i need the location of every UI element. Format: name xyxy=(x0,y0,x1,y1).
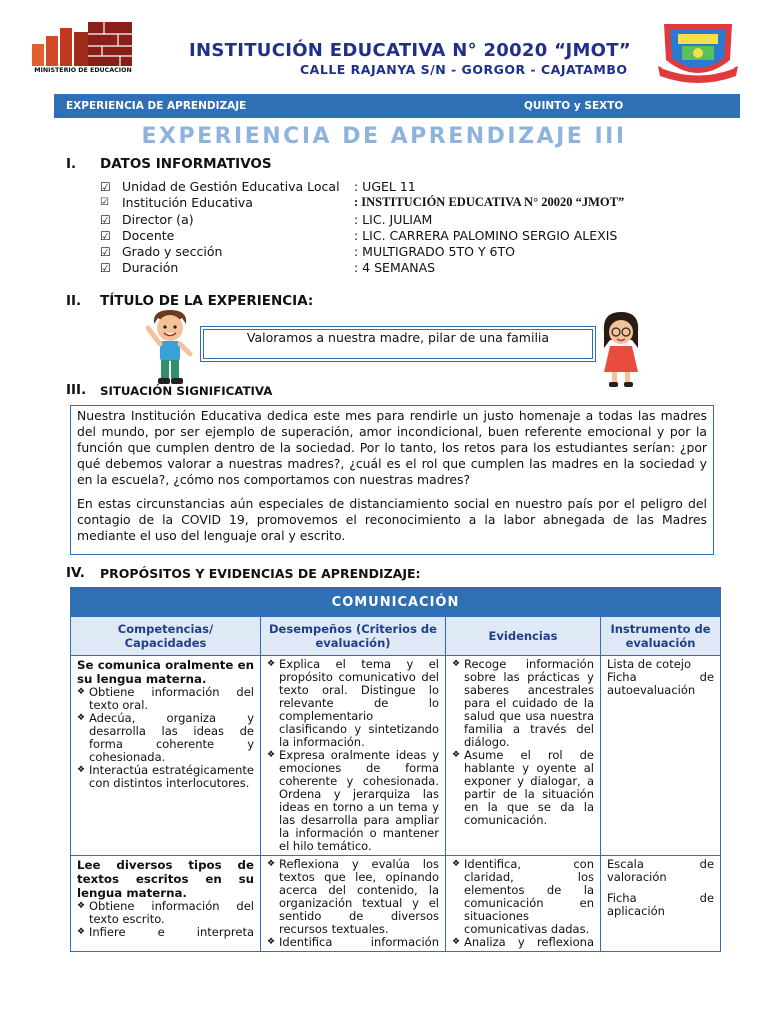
instrument-item: Lista de cotejo xyxy=(607,657,692,671)
instrument-cell xyxy=(601,656,721,856)
section-1-title: DATOS INFORMATIVOS xyxy=(100,156,272,172)
section-1-heading xyxy=(0,156,768,174)
significant-situation-box xyxy=(70,405,714,555)
girl-illustration xyxy=(598,310,644,388)
competency-cell xyxy=(71,856,261,952)
institution-title: INSTITUCIÓN EDUCATIVA N° 20020 “JMOT” xyxy=(189,40,631,61)
column-header: Instrumento de evaluación xyxy=(601,617,721,656)
section-4-number: IV. xyxy=(66,565,85,581)
info-label: Director (a) xyxy=(122,212,194,227)
info-label: Docente xyxy=(122,228,175,243)
checkbox-icon: ☑ xyxy=(100,180,111,194)
section-2-heading xyxy=(0,293,768,311)
column-header: Evidencias xyxy=(446,617,601,656)
boy-illustration xyxy=(146,308,196,386)
section-3-title: SITUACIÓN SIGNIFICATIVA xyxy=(100,384,273,398)
page-title: EXPERIENCIA DE APRENDIZAJE III xyxy=(141,124,627,149)
column-header: Desempeños (Criterios de evaluación) xyxy=(261,617,446,656)
evidence-item: ❖ Recoge información sobre las prácticas y saberes ancestrales para el cuidado de la salud que usa nuestra familia a través del diálogo. xyxy=(452,658,594,749)
info-label: Institución Educativa xyxy=(122,195,253,210)
bar-right-label: QUINTO y SEXTO xyxy=(524,100,624,112)
info-value: : MULTIGRADO 5TO Y 6TO xyxy=(354,244,515,259)
checkbox-icon: ☑ xyxy=(100,261,111,275)
info-label: Grado y sección xyxy=(122,244,223,259)
section-4-heading xyxy=(0,565,768,583)
ministry-label: MINISTERIO DE EDUCACION xyxy=(34,67,132,74)
evidence-item: ❖ Analiza y reflexiona xyxy=(452,936,594,949)
column-header: Competencias/ Capacidades xyxy=(71,617,261,656)
checkbox-icon: ☑ xyxy=(100,229,111,243)
table-row xyxy=(71,656,721,856)
capacity-item: ❖ Obtiene información del texto oral. xyxy=(77,686,254,712)
info-value: : LIC. JULIAM xyxy=(354,212,433,227)
checkbox-icon: ☑ xyxy=(100,197,109,208)
capacity-item: ❖ Obtiene información del texto escrito. xyxy=(77,900,254,926)
school-crest-logo xyxy=(654,20,742,88)
area-header: COMUNICACIÓN xyxy=(71,588,721,617)
purposes-table xyxy=(70,587,721,952)
section-4-title: PROPÓSITOS Y EVIDENCIAS DE APRENDIZAJE: xyxy=(100,566,421,581)
info-value: : UGEL 11 xyxy=(354,179,416,194)
performance-cell xyxy=(261,656,446,856)
info-label: Duración xyxy=(122,260,179,275)
competency-title: Se comunica oralmente en su lengua materna. xyxy=(77,658,254,686)
performance-cell xyxy=(261,856,446,952)
instrument-cell xyxy=(601,856,721,952)
section-2-number: II. xyxy=(66,293,82,309)
section-2-title: TÍTULO DE LA EXPERIENCIA: xyxy=(100,293,314,309)
situation-paragraph: Nuestra Institución Educativa dedica este mes para rendirle un justo homenaje a todas las madres del mundo, por ser ejemplo de superación, amor incondicional, buen referente emocional y por la función que cumplen dentro de la sociedad. Por lo tanto, los retos para los estudiantes serían: ¿por qué debemos valorar a nuestras madres?, ¿cuál es el rol que cumplen las madres en la sociedad y en la escuela?, ¿cómo nos comportamos con nuestras madres? xyxy=(77,408,707,487)
bar-left-label: EXPERIENCIA DE APRENDIZAJE xyxy=(66,100,247,112)
info-value: : 4 SEMANAS xyxy=(354,260,436,275)
instrument-item: Ficha de aplicación xyxy=(607,891,715,918)
performance-item: ❖ Expresa oralmente ideas y emociones de forma coherente y cohesionada. Ordena y jerarquiza las ideas en torno a un tema y las desarrolla para ampliar la información o mantener el hilo temático. xyxy=(267,749,439,853)
competency-title: Lee diversos tipos de textos escritos en su lengua materna. xyxy=(77,858,254,900)
info-label: Unidad de Gestión Educativa Local xyxy=(122,179,340,194)
section-1-number: I. xyxy=(66,156,77,172)
performance-item: ❖ Explica el tema y el propósito comunicativo del texto oral. Distingue lo relevante de lo complementario clasificando y sintetizando la información. xyxy=(267,658,439,749)
instrument-item: Escala de valoración xyxy=(607,857,715,884)
evidence-item: ❖ Identifica, con claridad, los elementos de la comunicación en situaciones comunicativas dadas. xyxy=(452,858,594,936)
ministry-logo xyxy=(30,18,136,76)
evidence-cell xyxy=(446,656,601,856)
info-value: : INSTITUCIÓN EDUCATIVA N° 20020 “JMOT” xyxy=(354,195,625,209)
section-3-heading xyxy=(0,382,768,400)
competency-cell xyxy=(71,656,261,856)
capacity-item: ❖ Infiere e interpreta xyxy=(77,926,254,939)
section-3-number: III. xyxy=(66,382,87,398)
capacity-item: ❖ Adecúa, organiza y desarrolla las ideas de forma coherente y cohesionada. xyxy=(77,712,254,764)
evidence-cell xyxy=(446,856,601,952)
experience-title-text: Valoramos a nuestra madre, pilar de una familia xyxy=(246,330,550,345)
situation-paragraph: En estas circunstancias aún especiales de distanciamiento social en nuestro país por el peligro del contagio de la COVID 19, promovemos el reconocimiento a la labor abnegada de las Madres mediante el uso del lenguaje oral y escrito. xyxy=(77,496,707,543)
table-row xyxy=(71,856,721,952)
capacity-item: ❖ Interactúa estratégicamente con distintos interlocutores. xyxy=(77,764,254,790)
info-value: : LIC. CARRERA PALOMINO SERGIO ALEXIS xyxy=(354,228,618,243)
performance-item: ❖ Identifica información xyxy=(267,936,439,949)
instrument-item: Ficha de autoevaluación xyxy=(607,670,715,697)
experience-title-box xyxy=(200,326,596,362)
section-bar xyxy=(54,94,740,118)
performance-item: ❖ Reflexiona y evalúa los textos que lee, opinando acerca del contenido, la organización textual y el sentido de diversos recursos textuales. xyxy=(267,858,439,936)
evidence-item: ❖ Asume el rol de hablante y oyente al exponer y dialogar, a partir de la situación en la que se da la comunicación. xyxy=(452,749,594,827)
checkbox-icon: ☑ xyxy=(100,213,111,227)
institution-address: CALLE RAJANYA S/N - GORGOR - CAJATAMBO xyxy=(300,62,628,77)
checkbox-icon: ☑ xyxy=(100,245,111,259)
